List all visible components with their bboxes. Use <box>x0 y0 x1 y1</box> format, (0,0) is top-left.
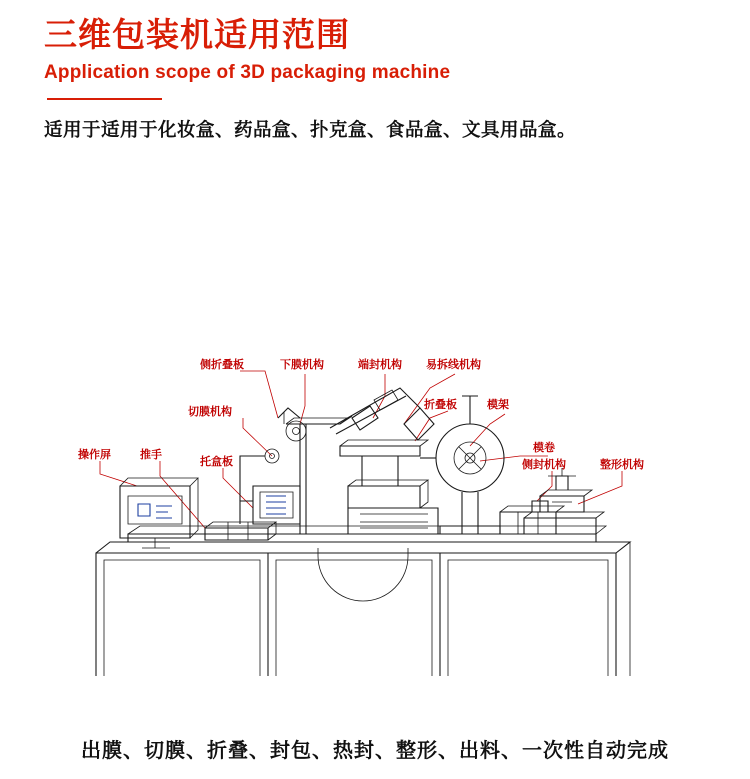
callout-label-operation-screen: 操作屏 <box>78 449 111 461</box>
machine-illustration <box>96 388 630 676</box>
callout-label-end-sealing-mechanism: 端封机构 <box>358 359 402 371</box>
callout-label-lower-film-mechanism: 下膜机构 <box>280 359 324 371</box>
box-holder-plate-part <box>240 449 300 524</box>
callout-label-side-sealing-mechanism: 侧封机构 <box>522 459 566 471</box>
callout-label-side-folding-plate: 侧折叠板 <box>200 359 244 371</box>
callout-label-film-cutting-mechanism: 切膜机构 <box>188 406 232 418</box>
callout-label-handle: 推手 <box>140 449 162 461</box>
machine-diagram <box>0 156 750 676</box>
operation-screen-part <box>120 478 198 548</box>
callout-label-shaping-mechanism: 整形机构 <box>600 459 644 471</box>
process-caption: 出膜、切膜、折叠、封包、热封、整形、出料、一次性自动完成 <box>81 740 669 762</box>
page-subtitle: 适用于适用于化妆盒、药品盒、扑克盒、食品盒、文具用品盒。 <box>44 119 577 140</box>
title-divider <box>47 98 162 100</box>
callout-label-easy-tear-line: 易拆线机构 <box>426 359 481 371</box>
callout-labels <box>77 357 644 471</box>
callout-label-mold-frame: 模架 <box>487 399 509 411</box>
callout-label-box-holder-plate: 托盒板 <box>200 456 233 468</box>
callout-label-folding-plate: 折叠板 <box>424 399 457 411</box>
page-title-en: Application scope of 3D packaging machine <box>44 62 451 83</box>
handle-part <box>205 522 276 540</box>
callout-label-film-roll: 模卷 <box>533 442 555 454</box>
page-title-cn: 三维包装机适用范围 <box>44 16 350 53</box>
film-mechanism-part <box>286 388 438 534</box>
page-header <box>0 0 750 142</box>
